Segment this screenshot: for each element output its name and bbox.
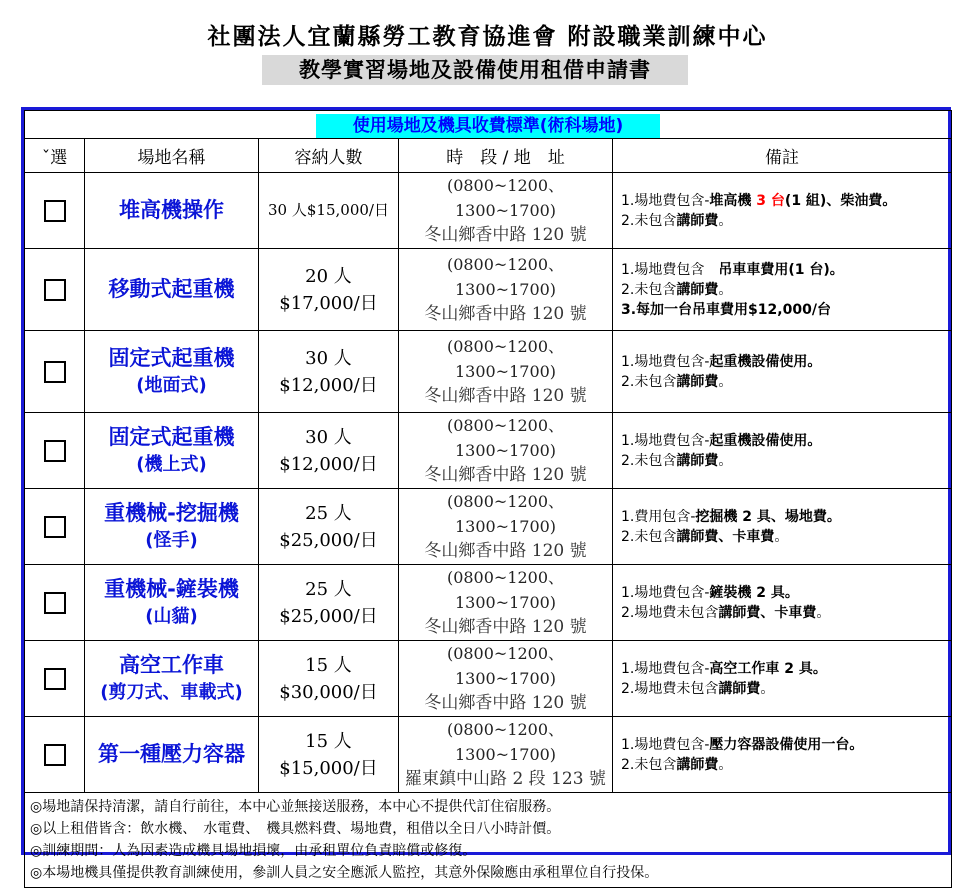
capacity: 25 人 — [305, 578, 352, 600]
note-line-2 — [621, 280, 951, 300]
venue-name — [85, 565, 259, 641]
col-notes: 備註 — [613, 139, 952, 173]
note-text: 2.未包含 — [621, 212, 677, 229]
note-line-2 — [621, 372, 951, 392]
time-address-cell — [399, 331, 613, 413]
table-header — [25, 139, 952, 173]
note-text: 。 — [718, 452, 733, 469]
note-line-2 — [621, 451, 951, 471]
venue-name — [85, 489, 259, 565]
notes-cell — [613, 413, 952, 489]
select-cell — [25, 565, 85, 641]
select-cell — [25, 489, 85, 565]
note-text: (1 組)、柴油費。 — [784, 192, 897, 209]
table-row — [25, 717, 952, 793]
venue-title: 固定式起重機 — [108, 424, 235, 449]
venue-name — [85, 413, 259, 489]
price: $12,000/日 — [279, 453, 378, 475]
select-checkbox[interactable] — [44, 200, 66, 222]
select-checkbox[interactable] — [44, 592, 66, 614]
time-slot: (0800~1200、1300~1700) — [446, 492, 565, 536]
note-text: 。 — [812, 660, 827, 677]
time-slot: (0800~1200、1300~1700) — [446, 176, 565, 220]
capacity: 15 人 — [305, 654, 352, 676]
venue-name — [85, 641, 259, 717]
table-row — [25, 641, 952, 717]
table-row — [25, 173, 952, 249]
note-text: 1.場地費包含- — [621, 432, 710, 449]
time-slot: (0800~1200、1300~1700) — [446, 720, 565, 764]
col-time-address: 時 段 / 地 址 — [399, 139, 613, 173]
note-line-2 — [621, 211, 951, 231]
table-row — [25, 413, 952, 489]
venue-title: 固定式起重機 — [108, 345, 235, 370]
note-text: 1.費用包含- — [621, 508, 696, 525]
note-emphasis: 講師費 — [676, 281, 719, 298]
notes-cell — [613, 717, 952, 793]
note-line-1 — [621, 659, 951, 679]
note-text: 。 — [829, 261, 844, 278]
time-address-cell — [399, 489, 613, 565]
price: $25,000/日 — [279, 529, 378, 551]
select-cell — [25, 331, 85, 413]
time-address-cell — [399, 413, 613, 489]
note-text: 2.未包含 — [621, 281, 677, 298]
note-text: 2.場地費未包含 — [621, 604, 719, 621]
note-line-1 — [621, 507, 951, 527]
note-emphasis: 鏟裝機 2 具 — [709, 584, 785, 601]
time-address-cell — [399, 565, 613, 641]
venue-name — [85, 249, 259, 331]
select-cell — [25, 249, 85, 331]
note-text: 。 — [784, 584, 799, 601]
col-select: ˇ選 — [25, 139, 85, 173]
note-line-1 — [621, 191, 951, 211]
note-line-2 — [621, 527, 951, 547]
note-highlight: 3 台 — [756, 192, 785, 209]
address: 冬山鄉香中路 120 號 — [424, 465, 587, 485]
note-text: 。 — [718, 212, 733, 229]
note-text: 1.場地費包含- — [621, 584, 710, 601]
capacity-cell — [259, 331, 399, 413]
capacity-cell — [259, 641, 399, 717]
select-cell — [25, 173, 85, 249]
note-line-2 — [621, 603, 951, 623]
select-cell — [25, 641, 85, 717]
time-slot: (0800~1200、1300~1700) — [446, 568, 565, 612]
note-emphasis: 挖掘機 2 具 — [695, 508, 771, 525]
note-text: 2.未包含 — [621, 528, 677, 545]
note-emphasis: 講師費 — [718, 680, 761, 697]
note-text: 1.場地費包含 — [621, 261, 719, 278]
note-line-1 — [621, 583, 951, 603]
select-checkbox[interactable] — [44, 279, 66, 301]
note-emphasis: 吊車車費用(1 台) — [718, 261, 830, 278]
address: 冬山鄉香中路 120 號 — [424, 386, 587, 406]
note-text: 。 — [718, 281, 733, 298]
capacity: 30 人$15,000/日 — [268, 201, 389, 219]
venue-name — [85, 717, 259, 793]
footer-note: ◎訓練期間：人為因素造成機具場地損壞，由承租單位負責賠償或修復。 — [30, 843, 477, 859]
note-text: 。 — [718, 756, 733, 773]
note-line-2 — [621, 679, 951, 699]
time-slot: (0800~1200、1300~1700) — [446, 337, 565, 381]
table-row — [25, 331, 952, 413]
capacity: 15 人 — [305, 730, 352, 752]
note-text: 1.場地費包含- — [621, 736, 710, 753]
note-emphasis: 起重機設備使用 — [709, 432, 808, 449]
notes-cell — [613, 173, 952, 249]
note-line-1 — [621, 735, 951, 755]
note-text: 2.場地費未包含 — [621, 680, 719, 697]
note-text: 1.場地費包含- — [621, 660, 710, 677]
note-text: 。 — [816, 604, 831, 621]
price: $15,000/日 — [279, 757, 378, 779]
select-cell — [25, 717, 85, 793]
select-checkbox[interactable] — [44, 744, 66, 766]
table-row — [25, 249, 952, 331]
note-emphasis: 講師費 — [676, 212, 719, 229]
note-line-1 — [621, 260, 951, 280]
note-emphasis: 講師費 — [676, 756, 719, 773]
footer-note: ◎以上租借皆含：飲水機、 水電費、 機具燃料費、場地費，租借以全日八小時計價。 — [30, 821, 561, 837]
time-address-cell — [399, 249, 613, 331]
capacity-cell — [259, 173, 399, 249]
venue-title: 重機械-鏟裝機 — [104, 576, 239, 601]
note-text: 、場地費。 — [770, 508, 841, 525]
page-title: 社團法人宜蘭縣勞工教育協進會 附設職業訓練中心 — [207, 23, 768, 50]
capacity: 25 人 — [305, 502, 352, 524]
note-emphasis: 講師費 — [676, 373, 719, 390]
note-text: 。 — [718, 373, 733, 390]
venue-subtitle: (地面式) — [136, 374, 207, 396]
venue-subtitle: (機上式) — [136, 453, 207, 475]
venue-subtitle: (山貓) — [145, 605, 198, 627]
note-text: 。 — [849, 736, 864, 753]
time-address-cell — [399, 717, 613, 793]
footer-note: ◎本場地機具僅提供教育訓練使用，參訓人員之安全應派人監控，其意外保險應由承租單位自行投保。 — [30, 865, 659, 881]
note-emphasis: 3.每加一台吊車費用$12,000/台 — [621, 301, 831, 318]
footer-note: ◎場地請保持清潔，請自行前往，本中心並無接送服務，本中心不提供代訂住宿服務。 — [30, 799, 561, 815]
venue-title: 堆高機操作 — [119, 198, 224, 222]
note-emphasis: 壓力容器設備使用一台 — [709, 736, 850, 753]
fee-standard-banner: 使用場地及機具收費標準(術科場地) — [316, 114, 660, 138]
note-text: 2.未包含 — [621, 756, 677, 773]
note-emphasis: 高空工作車 2 具 — [709, 660, 813, 677]
price: $12,000/日 — [279, 374, 378, 396]
note-emphasis: 講師費 — [676, 452, 719, 469]
capacity-cell — [259, 489, 399, 565]
note-text: 。 — [774, 528, 789, 545]
note-emphasis: 堆高機 — [709, 192, 757, 209]
address: 冬山鄉香中路 120 號 — [424, 541, 587, 561]
footer-notes — [25, 793, 952, 888]
note-text: 2.未包含 — [621, 452, 677, 469]
table-row — [25, 565, 952, 641]
time-address-cell — [399, 641, 613, 717]
address: 冬山鄉香中路 120 號 — [424, 225, 587, 245]
capacity-cell — [259, 413, 399, 489]
venue-subtitle: (怪手) — [145, 529, 198, 551]
notes-cell — [613, 331, 952, 413]
banner-cell — [25, 111, 952, 139]
capacity: 30 人 — [305, 347, 352, 369]
note-text: 2.未包含 — [621, 373, 677, 390]
select-checkbox[interactable] — [44, 361, 66, 383]
venue-name — [85, 173, 259, 249]
note-emphasis: 講師費、卡車費 — [718, 604, 817, 621]
note-text: 。 — [807, 353, 822, 370]
time-slot: (0800~1200、1300~1700) — [446, 255, 565, 299]
select-checkbox[interactable] — [44, 516, 66, 538]
rental-table — [24, 110, 952, 888]
capacity-cell — [259, 717, 399, 793]
note-line-1 — [621, 431, 951, 451]
time-slot: (0800~1200、1300~1700) — [446, 416, 565, 460]
address: 羅東鎮中山路 2 段 123 號 — [405, 769, 606, 789]
address: 冬山鄉香中路 120 號 — [424, 617, 587, 637]
capacity-cell — [259, 565, 399, 641]
notes-cell — [613, 565, 952, 641]
capacity: 30 人 — [305, 426, 352, 448]
price: $30,000/日 — [279, 681, 378, 703]
note-text: 。 — [807, 432, 822, 449]
table-row — [25, 489, 952, 565]
note-emphasis: 起重機設備使用 — [709, 353, 808, 370]
capacity: 20 人 — [305, 265, 352, 287]
col-capacity: 容納人數 — [259, 139, 399, 173]
price: $25,000/日 — [279, 605, 378, 627]
venue-title: 第一種壓力容器 — [98, 742, 245, 766]
address: 冬山鄉香中路 120 號 — [424, 304, 587, 324]
select-checkbox[interactable] — [44, 668, 66, 690]
price: $17,000/日 — [279, 292, 378, 314]
note-text: 。 — [760, 680, 775, 697]
col-venue: 場地名稱 — [85, 139, 259, 173]
address: 冬山鄉香中路 120 號 — [424, 693, 587, 713]
note-line-1 — [621, 352, 951, 372]
time-address-cell — [399, 173, 613, 249]
venue-title: 高空工作車 — [119, 652, 224, 677]
venue-subtitle: (剪刀式、車載式) — [100, 681, 243, 703]
capacity-cell — [259, 249, 399, 331]
notes-cell — [613, 489, 952, 565]
select-cell — [25, 413, 85, 489]
note-line-3 — [621, 300, 951, 320]
venue-title: 移動式起重機 — [108, 277, 235, 301]
note-text: 1.場地費包含- — [621, 353, 710, 370]
select-checkbox[interactable] — [44, 440, 66, 462]
note-emphasis: 講師費、卡車費 — [676, 528, 775, 545]
venue-title: 重機械-挖掘機 — [104, 500, 239, 525]
note-text: 1.場地費包含- — [621, 192, 710, 209]
venue-name — [85, 331, 259, 413]
page-subtitle: 教學實習場地及設備使用租借申請書 — [262, 55, 688, 85]
notes-cell — [613, 641, 952, 717]
note-line-2 — [621, 755, 951, 775]
notes-cell — [613, 249, 952, 331]
time-slot: (0800~1200、1300~1700) — [446, 644, 565, 688]
